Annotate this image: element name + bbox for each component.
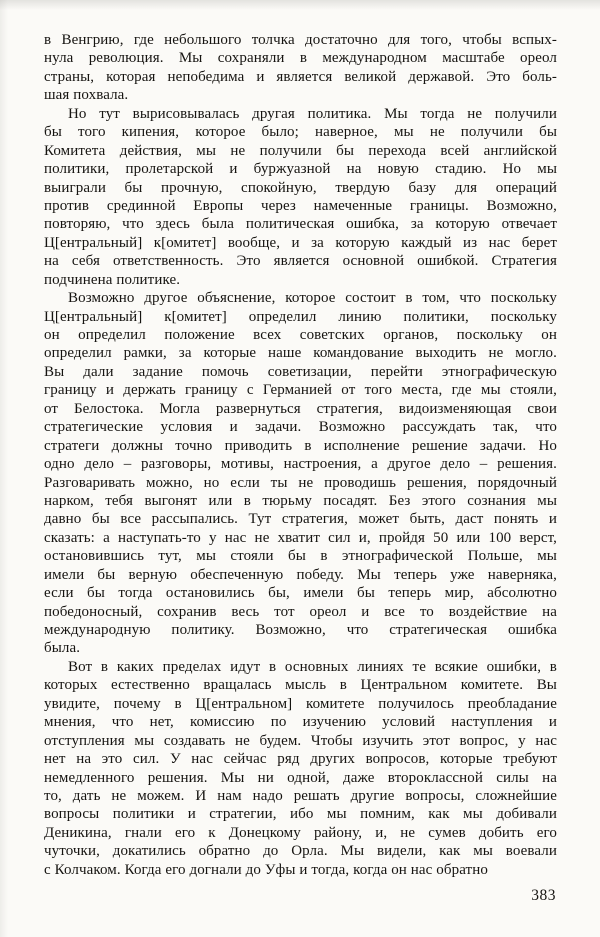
text-line: чуточки, докатились обратно до Орла. Мы видели, как мы воевали [44, 843, 557, 860]
text-line: бы того кипения, которое было; наверное, мы не получили бы [44, 124, 557, 141]
text-line: Комитета действия, мы не получили бы перехода всей английской [44, 142, 557, 159]
page-number: 383 [531, 887, 556, 904]
paragraph [44, 658, 557, 879]
paragraph [44, 31, 557, 105]
text-line: он определил положение всех советских органов, поскольку он [44, 327, 557, 343]
text-line: в Венгрию, где небольшого толчка достаточно для того, чтобы вспых- [44, 32, 557, 48]
paragraph [44, 105, 557, 289]
text-line: давно бы все рассыпались. Тут стратегия, может быть, даст понять и [44, 511, 557, 528]
text-line: одно дело – разговоры, мотивы, настроения, а другое дело – решения. [44, 456, 557, 473]
text-line: выиграли бы прочную, спокойную, твердую базу для операций [44, 179, 557, 196]
text-line: от Белостока. Могла развернуться стратегия, видоизменяющая свои [44, 400, 557, 417]
text-line: то, дать не можем. И нам надо решать другие вопросы, сложнейшие [44, 787, 557, 804]
text-line: если бы тогда остановились бы, имели бы теперь мир, абсолютно [44, 585, 557, 602]
text-line: определил рамки, за которые наше командование выходить не могло. [44, 345, 557, 362]
text-line: сказать: а наступать-то у нас не хватит сил и, пройдя 50 или 100 верст, [44, 529, 557, 546]
text-line: увидите, почему в Ц[ентральном] комитете получилось преобладание [44, 695, 557, 712]
text-line: на себя ответственность. Это является основной ошибкой. Стратегия [44, 253, 557, 270]
text-line: имели бы верную обеспеченную победу. Мы теперь уже наверняка, [44, 566, 557, 583]
text-line: подчинена политике. [44, 271, 181, 288]
text-line: стратеги должны точно приводить в исполнение решение задачи. Но [44, 437, 557, 454]
text-line: стратегические условия и задачи. Возможно рассуждать так, что [44, 419, 557, 436]
text-line: Вы дали задание помочь советизации, перейти этнографическую [44, 363, 557, 380]
text-block [44, 31, 557, 879]
text-line: которых естественно вращалась мысль в Центральном комитете. Вы [44, 677, 557, 694]
text-line: международную политику. Возможно, что стратегическая ошибка [44, 622, 557, 638]
text-line: страны, которая непобедима и является великой державой. Это боль- [44, 68, 557, 85]
text-line: Но тут вырисовывалась другая политика. Мы тогда не получили [68, 105, 557, 122]
text-line: политики, пролетарской и буржуазной на новую стадию. Но мы [44, 161, 557, 178]
scan-edge-shading-left [0, 0, 8, 937]
text-line: победоносный, сохранив весь тот ореол и все то воздействие на [44, 603, 557, 620]
text-line: немедленного решения. Мы ни одной, даже второклассной силы на [44, 769, 557, 786]
scan-edge-shading-top [0, 0, 600, 10]
text-line: Ц[ентральный] к[омитет] вообще, и за которую каждый из нас берет [44, 234, 557, 251]
paragraph [44, 289, 557, 658]
text-line: Вот в каких пределах идут в основных линиях те всякие ошибки, в [68, 658, 557, 675]
text-line: Разговаривать можно, но если ты не проводишь решения, порядочный [44, 474, 557, 491]
text-line: Возможно другое объяснение, которое состоит в том, что поскольку [68, 290, 557, 307]
text-line: Ц[ентральный] к[омитет] определил линию политики, поскольку [44, 308, 557, 325]
text-line: шая похвала. [44, 87, 129, 104]
text-line: нет на это сил. У нас сейчас ряд других вопросов, которые требуют [44, 751, 557, 768]
text-line: Деникина, гнали его к Донецкому району, и, не сумев добить его [44, 824, 557, 841]
text-line: остановившись тут, мы стояли бы в этнографической Польше, мы [44, 548, 557, 565]
text-line: нула революция. Мы сохраняли в международном масштабе ореол [44, 50, 557, 67]
text-line: с Колчаком. Когда его догнали до Уфы и тогда, когда он нас обратно [44, 861, 488, 878]
text-line: мнения, что нет, комиссию по изучению условий наступления и [44, 714, 557, 731]
text-line: вопросы политики и стратегии, ибо мы помним, как мы добивали [44, 806, 557, 823]
text-line: нарком, тебя выгонят или в тюрьму посадят. Без этого сознания мы [44, 492, 557, 509]
text-line: против срединной Европы через намеченные границы. Возможно, [44, 197, 557, 214]
text-line: границу и держать границу с Германией от того места, где мы стояли, [44, 382, 557, 399]
text-line: отступления мы создавать не будем. Чтобы изучить этот вопрос, у нас [44, 732, 557, 749]
text-line: повторяю, что здесь была политическая ошибка, за которую отвечает [44, 216, 557, 233]
text-line: была. [44, 640, 81, 657]
